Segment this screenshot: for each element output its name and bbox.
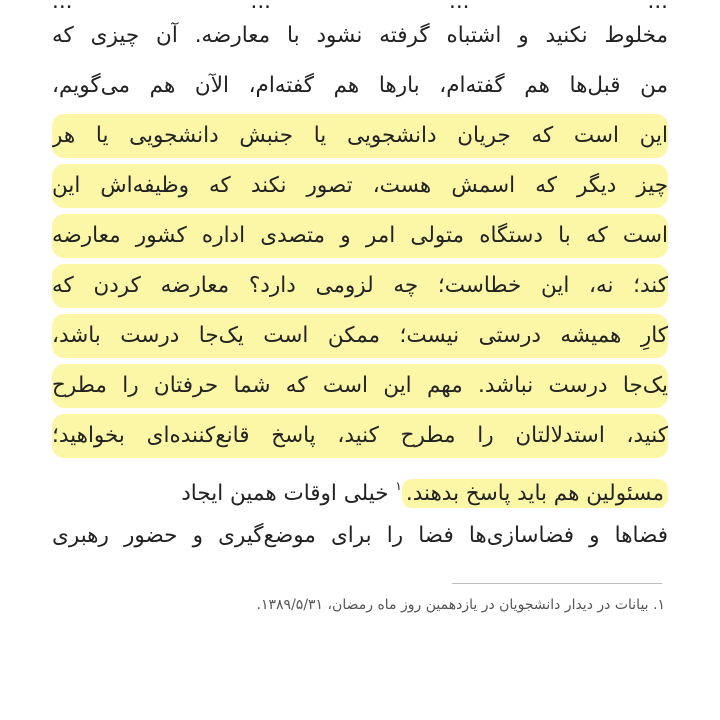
highlighted-line-6: یک‌جا درست نباشد. مهم این است که شما حرفتان را مطرح — [52, 364, 668, 408]
highlighted-line-3: است که با دستگاه متولی امر و متصدی اداره کشور معارضه — [52, 214, 668, 258]
text-line-2: من قبل‌ها هم گفته‌ام، بارها هم گفته‌ام، الآن هم می‌گویم، — [52, 73, 668, 98]
text-line-1: مخلوط نکنید و اشتباه گرفته نشود با معارضه. آن چیزی که — [52, 23, 668, 48]
highlighted-line-7: کنید، استدلالتان را مطرح کنید، پاسخ قانع‌کننده‌ای بخواهید؛ — [52, 414, 668, 458]
footnote-divider — [452, 583, 662, 584]
highlighted-line-5: کارِ همیشه درستی نیست؛ ممکن است یک‌جا درست باشد، — [52, 314, 668, 358]
highlighted-line-4: کند؛ نه، این خطاست؛ چه لزومی دارد؟ معارضه کردن که — [52, 264, 668, 308]
line-remainder: خیلی اوقات همین ایجاد — [181, 481, 396, 506]
highlighted-line-2: چیز دیگر که اسمش هست، تصور نکند که وظیفه‌اش این — [52, 164, 668, 208]
text-line-last: فضاها و فضاسازی‌ها فضا را برای موضع‌گیری و حضور رهبری — [52, 523, 668, 548]
footnote-text: ۱. بیانات در دیدار دانشجویان در یازدهمین روز ماه رمضان، ۱۳۸۹/۵/۳۱. — [256, 597, 665, 613]
highlighted-line-1: این است که جریان دانشجویی یا جنبش دانشجویی یا هر — [52, 114, 668, 158]
footnote-reference[interactable]: ۱ — [395, 479, 402, 493]
highlighted-sentence: مسئولین هم باید پاسخ بدهند. — [402, 479, 668, 508]
mixed-line — [52, 464, 668, 508]
text-line-cut: ... ... ... ... — [52, 0, 668, 14]
